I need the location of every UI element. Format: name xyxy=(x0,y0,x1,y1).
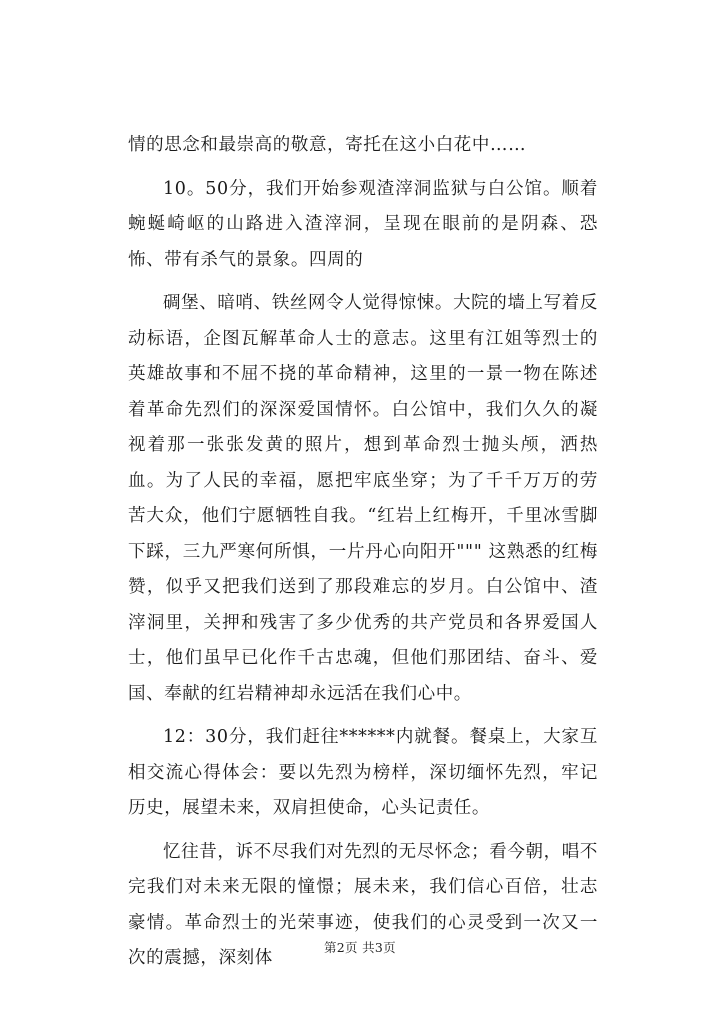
paragraph-continuation: 情的思念和最崇高的敬意，寄托在这小白花中…… xyxy=(128,135,527,155)
page-number-footer: 第2页 共3页 xyxy=(324,940,396,955)
paragraph-lunch: 12：30分，我们赶往******内就餐。餐桌上，大家互相交流心得体会：要以先烈为榜样，深切缅怀先烈，牢记历史，展望未来，双肩担使命，心头记责任。 xyxy=(128,727,598,818)
document-body xyxy=(128,128,598,977)
paragraph-visit-prison: 10。50分，我们开始参观渣滓洞监狱与白公馆。顺着蜿蜒崎岖的山路进入渣滓洞，呈现在眼前的是阴森、恐怖、带有杀气的景象。四周的 xyxy=(128,178,598,270)
paragraph-prison-description: 碉堡、暗哨、铁丝网令人觉得惊悚。大院的墙上写着反动标语，企图瓦解革命人士的意志。这里有江姐等烈士的英雄故事和不屈不挠的革命精神，这里的一景一物在陈述着革命先烈们的深深爱国情怀。白公馆中，我们久久的凝视着那一张张发黄的照片，想到革命烈士抛头颅，洒热血。为了人民的幸福，愿把牢底坐穿；为了千千万万的劳苦大众，他们宁愿牺牲自我。“红岩上红梅开，千里冰雪脚下踩，三九严寒何所惧，一片丹心向阳开""" 这熟悉的红梅赞，似乎又把我们送到了那段难忘的岁月。白公馆中、渣滓洞里，关押和残害了多少优秀的共产党员和各界爱国人士，他们虽早已化作千古忠魂，但他们那团结、奋斗、爱国、奉献的红岩精神却永远活在我们心中。 xyxy=(128,293,598,704)
paragraph-reflection: 忆往昔，诉不尽我们对先烈的无尽怀念；看今朝，唱不完我们对未来无限的憧憬；展未来，我们信心百倍，壮志豪情。革命烈士的光荣事迹，使我们的心灵受到一次又一次的震撼，深刻体 xyxy=(128,841,598,968)
